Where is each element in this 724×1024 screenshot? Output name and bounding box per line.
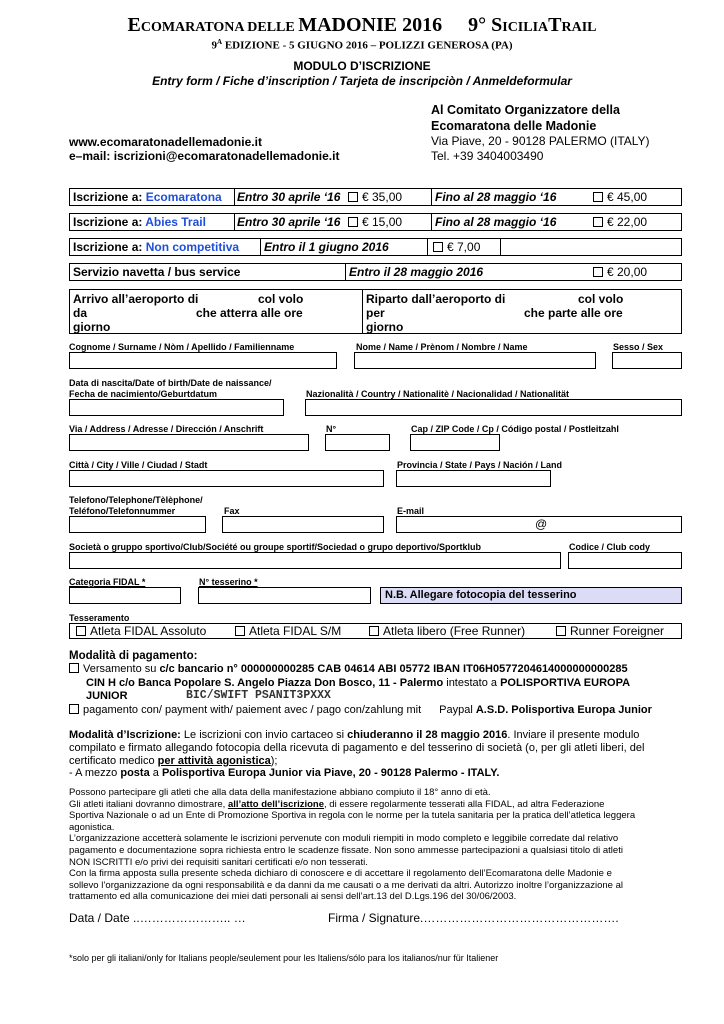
label: Iscrizione a: [73,215,146,229]
title-part: M [298,14,318,36]
title-part: RAIL [561,20,597,35]
fax-field[interactable] [222,516,384,533]
checkbox-icon[interactable] [348,217,358,227]
checkbox-icon[interactable] [69,704,79,714]
fee-nc-label [73,240,239,254]
committee-line1: Al Comitato Organizzatore della [431,103,620,117]
date-field[interactable]: Data / Date ..………………….. … [69,911,246,925]
price: € 22,00 [607,215,648,229]
committee-address: Via Piave, 20 - 90128 PALERMO (ITALY) [431,134,650,148]
text: , di essere regolarmente tesserati alla FIDAL, ad altra Federazione [324,798,605,810]
email-contact[interactable]: e–mail: iscrizioni@ecomaratonadellemadonie.it [69,149,340,163]
fee-eco-early: Entro 30 aprile ‘16 [237,190,341,204]
option-label: Atleta FIDAL S/M [249,624,342,638]
phone-label-2: Teléfono/Telefonnummer [69,506,176,516]
race-name: Ecomaratona [145,190,222,204]
departure-time: che parte alle ore [524,306,623,320]
province-field[interactable] [396,470,551,487]
birth-date-field[interactable] [69,399,284,416]
checkbox-icon[interactable] [369,626,379,636]
form-subtitle: Entry form / Fiche d’inscription / Tarjeta de inscripciòn / Anmeldeformular [152,74,572,88]
fee-eco-early-option[interactable] [348,190,402,204]
title-part: T [548,14,562,36]
title-part: E [127,14,141,36]
title-part: ICILIA [502,20,549,35]
terms-line [69,799,689,811]
text: Polisportiva Europa Junior via Piave, 20 - 90128 Palermo - ITALY. [161,767,500,779]
card-note [380,587,682,604]
departure-day: giorno [366,320,404,334]
city-label: Città / City / Ville / Ciudad / Stadt [69,460,208,470]
departure-airport: Riparto dall’aeroporto di [366,292,506,306]
footnote: *solo per gli italiani/only for Italians people/seulement pour les Italiens/sólo para los italianos/nur für Italiener [69,953,499,963]
fee-abies-early: Entro 30 aprile ‘16 [237,215,341,229]
at-sign: @ [535,517,548,531]
text: intestato a [446,677,501,689]
text: Modalità d’Iscrizione: [69,729,181,741]
terms-block [69,787,689,903]
text: Gli atleti italiani dovranno dimostrare, [69,798,228,810]
fee-eco-late-option[interactable] [593,190,647,204]
street-label: Via / Address / Adresse / Dirección / Anschrift [69,424,264,434]
website-link[interactable]: www.ecomaratonadellemadonie.it [69,135,262,149]
fee-abies-early-option[interactable] [348,215,402,229]
checkbox-icon[interactable] [433,242,443,252]
registration-line4 [69,767,499,779]
membership-label: Tesseramento [69,613,130,623]
club-label: Società o gruppo sportivo/Club/Société ou groupe sportif/Sociedad o grupo deportivo/Sportklub [69,542,482,552]
departure-flight: col volo [578,292,624,306]
subtitle-rest: EDIZIONE - 5 GIUGNO 2016 – POLIZZI GENEROSA (PA) [222,39,513,52]
payment-bank-line2 [86,677,630,689]
event-title [0,14,724,37]
text: c/c bancario n° 000000000285 CAB 04614 ABI 05772 IBAN IT06H0577204614000000000285 [159,663,628,675]
text: . Inviare il presente modulo [507,729,640,741]
sex-label: Sesso / Sex [613,342,664,352]
price: € 7,00 [447,240,481,254]
text: POLISPORTIVA EUROPA [500,677,631,689]
fee-abies-late-option[interactable] [593,215,647,229]
text: a [149,767,162,779]
checkbox-icon[interactable] [348,192,358,202]
payment-bic: BIC/SWIFT PSANIT3PXXX [186,689,331,702]
option-label: Atleta FIDAL Assoluto [90,624,207,638]
title-part: 9° S [468,14,503,36]
text: posta [120,767,150,779]
street-field[interactable] [69,434,309,451]
membership-runner-foreigner[interactable] [556,624,664,638]
nationality-field[interactable] [305,399,682,416]
payment-bank-line1 [69,663,628,675]
terms-line: trattamento ed alla comunicazione dei miei dati personali ai sensi dell’art.13 del D.Lgs.196 del 30/06/2003. [69,891,517,903]
text: - Palermo [390,677,447,689]
option-label: Runner Foreigner [570,624,665,638]
arrival-time: che atterra alle ore [196,306,303,320]
nationality-label: Nazionalità / Country / Nationalitè / Nacionalidad / Nationalität [306,389,570,399]
checkbox-icon[interactable] [593,192,603,202]
fee-abies-late: Fino al 28 maggio ‘16 [435,215,557,229]
subtitle-num: 9 [211,39,217,52]
fee-nc-deadline: Entro il 1 giugno 2016 [264,240,389,254]
option-label: Atleta libero (Free Runner) [383,624,526,638]
committee-line2: Ecomaratona delle Madonie [431,119,597,133]
text: per attività agonistica [157,755,271,767]
checkbox-icon[interactable] [556,626,566,636]
price: € 15,00 [362,215,403,229]
phone-label-1: Telefono/Telephone/Tèlèphone/ [69,495,203,505]
event-subtitle [0,38,724,52]
text: Le iscrizioni con invio cartaceo si [180,729,348,741]
payment-paypal [69,704,652,716]
phone-field[interactable] [69,516,206,533]
text: all’atto dell’iscrizione [227,798,325,810]
city-field[interactable] [69,470,384,487]
shuttle-deadline: Entro il 28 maggio 2016 [349,265,484,279]
title-part: ADONIE 2016 [317,14,443,36]
card-number-field[interactable] [198,587,371,604]
terms-line: agonistica. [69,821,115,833]
name-label: Nome / Name / Prènom / Nombre / Name [356,342,528,352]
label: Iscrizione a: [73,240,146,254]
registration-line2: compilato e firmato allegando fotocopia della ricevuta di pagamento e del tesserino di società (o, per gli atleti liberi, del [69,742,645,754]
sex-field[interactable] [612,352,682,369]
text: certificato medico [69,755,158,767]
number-field[interactable] [325,434,390,451]
arrival-flight: col volo [258,292,304,306]
form-title: MODULO D’ISCRIZIONE [293,59,431,73]
price: € 45,00 [607,190,648,204]
club-field[interactable] [69,552,561,569]
arrival-from: da [73,306,88,320]
checkbox-icon[interactable] [593,267,603,277]
club-code-field[interactable] [568,552,682,569]
text: CIN H c/o Banca Popolare S. Angelo Piazza Don Bosco, 11 [86,677,390,689]
membership-free-runner[interactable] [369,624,525,638]
race-name: Non competitiva [145,240,240,254]
terms-line: pagamento e documentazione sopra richiesta entro le scadenze fissate. Non sono ammesse partecipazioni a qualsiasi titolo di atleti [69,844,623,856]
zip-field[interactable] [410,434,500,451]
surname-label: Cognome / Surname / Nòm / Apellido / Familienname [69,342,295,352]
terms-line: NON ISCRITTI e/o privi dei requisiti sanitari certificati e/o non tesserati. [69,856,368,868]
signature-field[interactable]: Firma / Signature.…………………………………………. [328,911,619,925]
birth-label-2: Fecha de nacimiento/Geburtdatum [69,389,218,399]
category-field[interactable] [69,587,181,604]
text: ); [270,755,278,767]
text: - A mezzo [69,767,121,779]
terms-line: Possono partecipare gli atleti che alla data della manifestazione abbiano compiuto il 18° anno di età. [69,787,491,798]
terms-line: Sportiva Nazionale o ad un Ente di Promozione Sportiva in regola con le norme per la tutela sanitaria per la pratica dell’atletica leggera [69,810,636,822]
title-part: COMARATONA DELLE [140,20,299,35]
checkbox-icon[interactable] [69,663,79,673]
zip-label: Cap / ZIP Code / Cp / Código postal / Postleitzahl [411,424,619,434]
text: Paypal [439,704,476,716]
registration-line3 [69,755,277,767]
committee-phone: Tel. +39 3404003490 [431,149,544,163]
arrival-airport: Arrivo all’aeroporto di [73,292,199,306]
price: € 20,00 [607,265,648,279]
fee-eco-late: Fino al 28 maggio ‘16 [435,190,557,204]
fax-label: Fax [224,506,240,516]
club-code-label: Codice / Club cody [569,542,651,552]
card-number-label: N° tesserino * [199,577,258,587]
departure-to: per [366,306,385,320]
name-field[interactable] [354,352,596,369]
payment-title: Modalità di pagamento: [69,650,198,662]
membership-fidal-assoluto[interactable] [76,624,206,638]
fee-eco-label [73,190,222,204]
price: € 35,00 [362,190,403,204]
shuttle-option[interactable] [593,265,647,279]
arrival-day: giorno [73,320,111,334]
category-label: Categoria FIDAL * [69,577,146,587]
shuttle-label: Servizio navetta / bus service [73,265,241,279]
email-label: E-mail [397,506,425,516]
text: pagamento con/ payment with/ paiement avec / pago con/zahlung mit [83,704,422,716]
fee-abies-label [73,215,206,229]
registration-line1 [69,729,639,741]
subtitle-sup: A [217,38,223,46]
number-label: N° [326,424,337,434]
label: Iscrizione a: [73,190,146,204]
checkbox-icon[interactable] [235,626,245,636]
text: A.S.D. Polisportiva Europa Junior [475,704,652,716]
checkbox-icon[interactable] [76,626,86,636]
terms-line: L’organizzazione accetterà solamente le iscrizioni pervenute con moduli riempiti in modo completo e leggibile corredate dal relativo [69,833,619,845]
surname-field[interactable] [69,352,337,369]
terms-line: sollevo l’organizzazione da ogni responsabilità e da danni da me causati o a me derivati da altri. Autorizzo inoltre l’organizzazione al [69,879,623,891]
membership-fidal-sm[interactable] [235,624,341,638]
terms-line: Con la firma apposta sulla presente scheda dichiaro di conoscere e di accettare il regolamento dell’Ecomaratona delle Madonie e [69,868,612,880]
text: Versamento su [83,663,160,675]
race-name: Abies Trail [145,215,206,229]
birth-label-1: Data di nascita/Date of birth/Date de naissance/ [69,378,272,388]
checkbox-icon[interactable] [593,217,603,227]
text: chiuderanno il 28 maggio 2016 [347,729,508,741]
fee-nc-option[interactable] [433,240,480,254]
payment-bank-line3: JUNIOR [86,690,128,702]
card-note-text: N.B. Allegare fotocopia del tesserino [385,589,577,601]
province-label: Provincia / State / Pays / Nación / Land [397,460,563,470]
